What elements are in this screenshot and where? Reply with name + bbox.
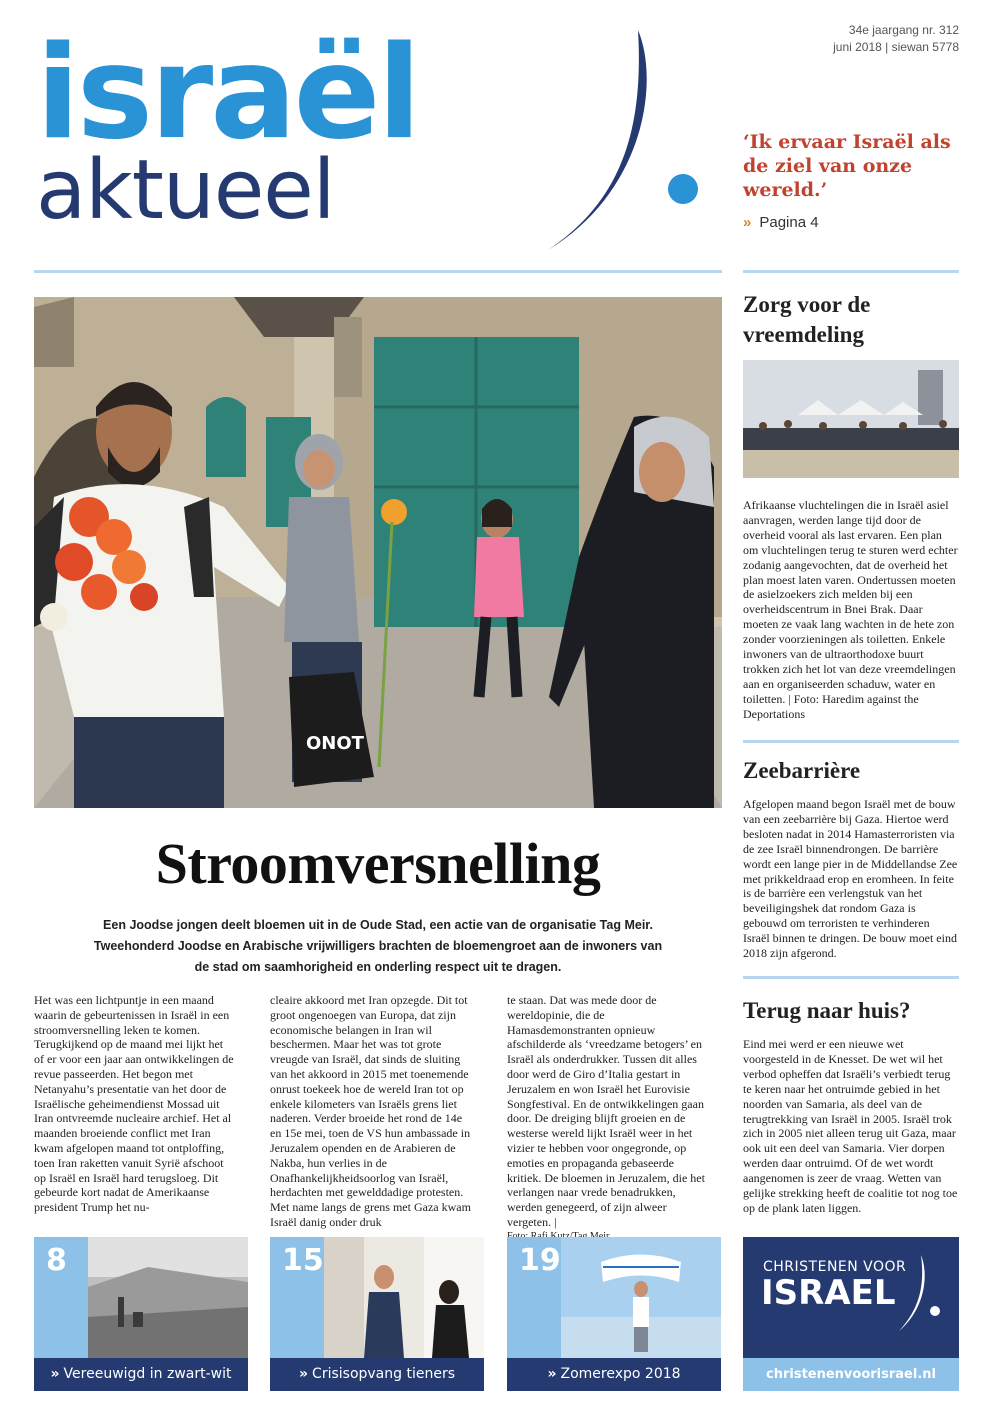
teaser-label: Crisisopvang tieners: [312, 1366, 455, 1382]
sidebar-rule-2: [743, 976, 959, 979]
teaser-label-bar: [34, 1358, 248, 1391]
issue-date: juni 2018 | siewan 5778: [833, 40, 959, 54]
teaser-label-bar: [270, 1358, 484, 1391]
bag-sign: ONOT: [306, 733, 364, 754]
article-text-1: Het was een lichtpuntje in een maand waarin de gebeurtenissen in Israël in een stroomversnelling leken te komen. Terugkijkend op de maand mei lijkt het of er voor een jaar aan ontwikkelingen de revue passeerden. Het begon met Netanyahu’s presentatie van het door de Israëlische geheimendienst Mossad uit Iran ontvreemde nucleaire archief. Het al maanden broeiende conflict met Iran kwam afgelopen maand tot ontploffing, toen Iran raketten vanuit Syrië afschoot op Israël en Israël hard terugsloeg. Dit gebeurde kort nadat de Amerikaanse president Trump het nu-: [34, 993, 234, 1215]
logo-slash-dot-icon: [540, 22, 710, 257]
masthead-title-aktueel: aktueel: [36, 143, 335, 238]
main-lead: Een Joodse jongen deelt bloemen uit in de Oude Stad, een actie van de organisatie Tag Meir. Tweehonderd Joodse en Arabische vrijwilligers brachten de bloemengroet aan de inwoners van de stad om saamhorigheid en onderling respect uit te dragen.: [93, 918, 663, 974]
teaser-page-number: 8: [46, 1243, 67, 1278]
issue-info: [833, 22, 959, 56]
promo-url-link[interactable]: christenenvoorisrael.nl: [743, 1358, 959, 1391]
teaser-label-bar: [507, 1358, 721, 1391]
promo-line-2: ISRAEL: [761, 1273, 896, 1313]
chevron-icon: »: [743, 214, 752, 231]
sidebar-title-terug: Terug naar huis?: [743, 998, 911, 1023]
page-reference: Pagina 4: [759, 214, 819, 231]
teaser-page-number: 19: [519, 1243, 561, 1278]
article-column-3: [507, 993, 709, 1245]
chevron-icon: »: [50, 1366, 60, 1382]
main-photo: [34, 297, 722, 808]
top-rule: [34, 270, 722, 273]
article-text-2: cleaire akkoord met Iran opzegde. Dit tot groot ongenoegen van Europa, dat zijn economische belangen in Iran wil beschermen. Maar het was tot grote vreugde van Israël, dat sinds de sluiting van het akkoord in 2015 met toenemende onrust toekeek hoe de wereld Iran tot op enkele kilometers van Israëls grens liet naderen. Verder broeide het rond de 14e en 15e mei, toen de VS hun ambassade in Jeruzalem openden en de Arabieren de Nakba, hun verlies in de Onafhankelijkheidsoorlog van Israël, herdachten met gewelddadige protesten. Met name langs de grens met Gaza kwam Israël danig onder druk: [270, 993, 471, 1229]
teaser-page-link[interactable]: [743, 214, 819, 231]
sidebar-text-terug: Eind mei werd er een nieuwe wet voorgesteld in de Knesset. De wet wil het verbod opheffen dat Israëli’s verbiedt terug te keren naar het ontruimde gebied in het noorden van Samaria, als deel van de terugtrekking van Israël in 2005. Israël trok zich in 2005 niet alleen terug uit Gaza, maar ook uit een deel van Samaria. Vier dorpen werden daar ontruimd. Of de wet wordt aangenomen is zeer de vraag. Wetten van gelijke strekking heeft de coalitie tot nog toe op de plank laten liggen.: [743, 1037, 958, 1215]
chevron-icon: »: [547, 1366, 557, 1382]
sidebar-rule-1: [743, 740, 959, 743]
teaser-label: Vereeuwigd in zwart-wit: [63, 1366, 232, 1382]
issue-volume: 34e jaargang nr. 312: [848, 23, 959, 37]
teaser-photo-crisis: [324, 1237, 484, 1358]
sidebar-top-rule: [743, 270, 959, 273]
article-column-2: [270, 993, 472, 1230]
sidebar-text-vreemdeling: Afrikaanse vluchtelingen die in Israël asiel aanvragen, werden lange tijd door de overheid vooral als last ervaren. Een plan om vluchtelingen terug te sturen werd echter zodanig aangevochten, dat de overheid het plan moest laten varen. Ondertussen moeten de asielzoekers zich melden bij een overheidscentrum in Bnei Brak. Daar moeten ze vaak lang wachten in de hete zon zonder voorzieningen als toiletten. Enkele inwoners van de ultraorthodoxe buurt trokken zich het lot van deze vreemdelingen aan en organiseerden schaduw, water en toiletten. | Foto: Haredim against the Deportations: [743, 498, 958, 721]
article-column-1: [34, 993, 236, 1215]
sidebar-text-zeebarriere: Afgelopen maand begon Israël met de bouw van een zeebarrière bij Gaza. Hiertoe werd besloten nadat in 2014 Hamasterroristen via de zee Israël binnendrongen. De barrière wordt een lange pier in de Middellandse Zee met prikkeldraad erop en eromheen. In feite is de barrière een verlengstuk van het beveiligingshek dat rondom Gaza is gebouwd om terroristen te verhinderen Israël binnen te dringen. De bouw moet eind 2018 zijn afgerond.: [743, 797, 958, 961]
sidebar-title-vreemdeling: Zorg voor de vreemdeling: [743, 292, 871, 347]
teaser-page-number: 15: [282, 1243, 324, 1278]
teaser-quote: ‘Ik ervaar Israël als de ziel van onze wereld.’: [743, 131, 951, 201]
teaser-photo-expo: [561, 1237, 721, 1358]
teaser-photo-historic: [88, 1237, 248, 1358]
promo-logo-slash-icon: [895, 1253, 945, 1337]
teaser-label: Zomerexpo 2018: [560, 1366, 681, 1382]
teaser-card-15[interactable]: [270, 1237, 484, 1391]
chevron-icon: »: [299, 1366, 309, 1382]
sidebar-title-zeebarriere: Zeebarrière: [743, 758, 861, 783]
promo-line-1: CHRISTENEN VOOR: [763, 1259, 907, 1275]
sidebar-photo-refugees: [743, 360, 959, 478]
main-headline: Stroomversnelling: [155, 831, 601, 896]
promo-christenen-voor-israel[interactable]: [743, 1237, 959, 1391]
teaser-card-19[interactable]: [507, 1237, 721, 1391]
masthead-title-israel: israël: [36, 19, 419, 168]
article-text-3: te staan. Dat was mede door de wereldopinie, die de Hamasdemonstranten opnieuw afschilderde als ‘vreedzame betogers’ en Israël als onderdrukker. Tussen dit alles door werd de Giro d’Italia gestart in Jeruzalem en won Israël het Eurovisie Songfestival. En de ontwikkelingen gaan door. De dreiging blijft groeien en de westerse wereld lijkt Israël weer in het vizier te hebben voor ongegronde, op emoties en propaganda gebaseerde kritiek. De bloemen in Jeruzalem, die het verlangen naar vrede benadrukken, werden genegeerd, of zijn alweer vergeten. |: [507, 993, 705, 1229]
teaser-card-8[interactable]: [34, 1237, 248, 1391]
